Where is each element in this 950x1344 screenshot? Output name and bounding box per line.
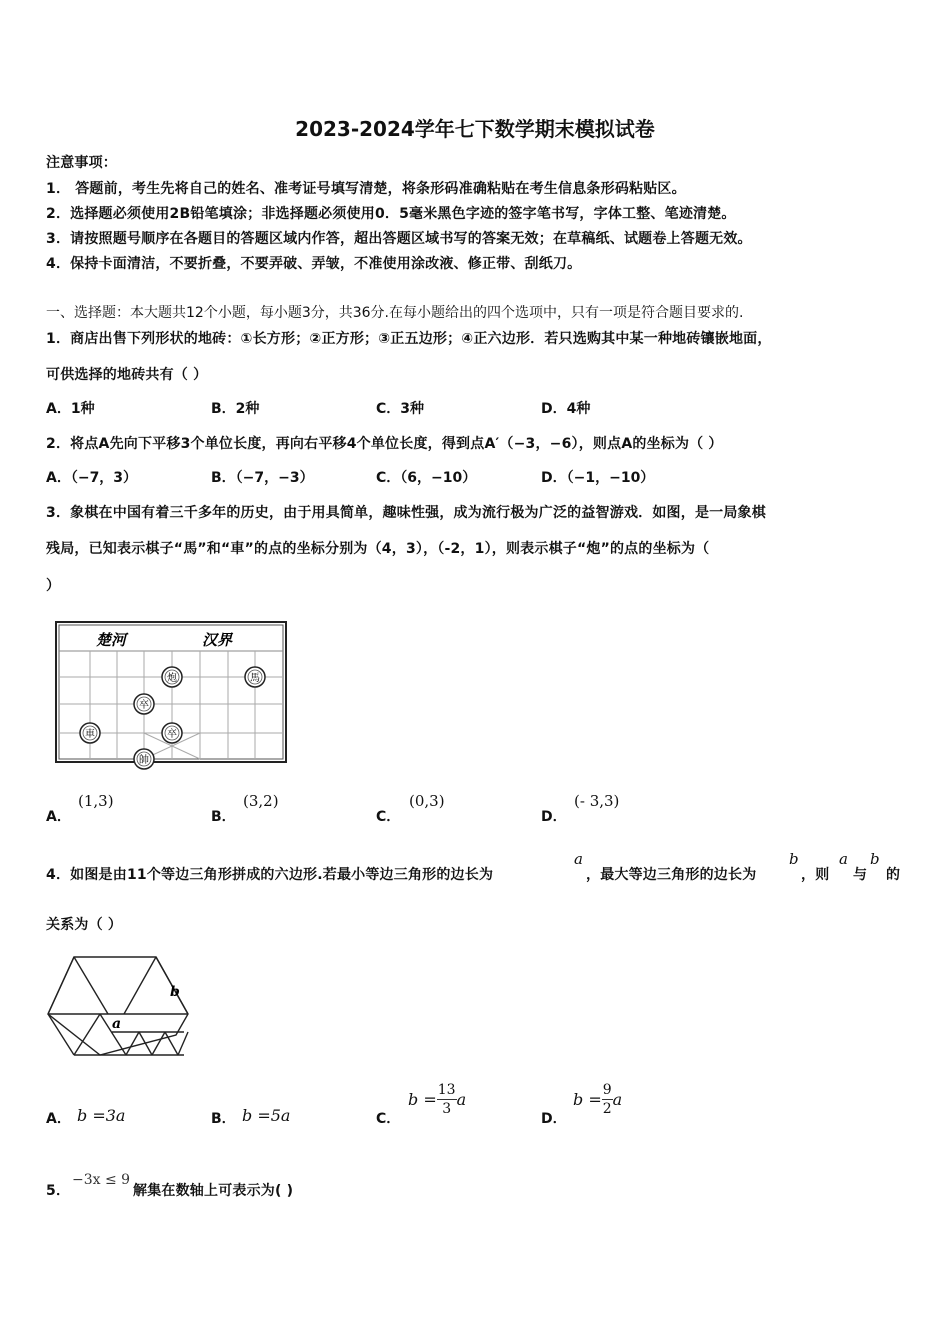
question-4-text: ，最大等边三角形的边长为 [586,867,757,883]
option-b: B．2种 [211,401,260,417]
option-a-value: b =3a [77,1106,126,1125]
question-1-text: 可供选择的地砖共有（ ） [46,367,208,383]
figure-label-b: b [170,984,180,1000]
question-3-text: 3．象棋在中国有着三千多年的历史，由于用具简单，趣味性强，成为流行极为广泛的益智游戏．如图，是一局象棋 [46,505,766,521]
notice-item: 1． 答题前，考生先将自己的姓名、准考证号填写清楚，将条形码准确粘贴在考生信息条形码粘贴区。 [46,181,686,197]
option-b-value: (3,2) [243,792,279,810]
option-c: C．（6，−10） [376,470,477,486]
svg-text:帥: 帥 [139,755,149,766]
page-title: 2023-2024学年七下数学期末模拟试卷 [295,117,655,141]
svg-text:炮: 炮 [167,673,177,684]
chess-piece-zu [134,694,154,714]
notice-item: 3．请按照题号顺序在各题目的答题区域内作答，超出答题区域书写的答案无效；在草稿纸、试题卷上答题无效。 [46,231,752,247]
notice-item: 2．选择题必须使用2B铅笔填涂；非选择题必须使用0．5毫米黑色字迹的签字笔书写，字体工整、笔迹清楚。 [46,206,736,222]
chess-board-figure [50,618,296,774]
option-d: D． [541,809,567,825]
svg-text:馬: 馬 [250,673,260,684]
option-c-value: (0,3) [409,792,445,810]
chess-piece-ma [245,667,265,687]
option-d: D． [541,1111,567,1127]
variable-a: a [839,850,848,868]
option-d-value: (- 3,3) [574,792,620,810]
svg-text:車: 車 [85,729,95,740]
question-4-text: 与 [853,867,868,883]
option-a: A． [46,809,71,825]
chess-piece-shuai [134,749,154,769]
option-a: A．1种 [46,401,95,417]
question-5-inequality: −3x ≤ 9 [72,1172,131,1188]
variable-b: b [870,850,880,868]
figure-label-a: a [112,1016,122,1032]
question-4-text: 4．如图是由11个等边三角形拼成的六边形.若最小等边三角形的边长为 [46,867,494,883]
river-label-left: 楚河 [96,631,127,649]
option-c: C． [376,1111,401,1127]
option-d: D．（−1，−10） [541,470,655,486]
question-4-text: 关系为（ ） [46,917,123,933]
question-5-number: 5． [46,1183,71,1199]
option-b: B． [211,1111,236,1127]
notice-item: 4．保持卡面清洁，不要折叠，不要弄破、弄皱，不准使用涂改液、修正带、刮纸刀。 [46,256,582,272]
variable-a: a [574,850,583,868]
option-d: D．4种 [541,401,591,417]
hexagon-triangles-figure [44,952,194,1060]
option-a: A．（−7，3） [46,470,138,486]
section-heading: 一、选择题：本大题共12个小题，每小题3分，共36分.在每小题给出的四个选项中，只有一项是符合题目要求的. [46,305,744,321]
chess-piece-pao [162,667,182,687]
option-c-value: b = $\frac{13}{3}$ a [408,1082,467,1117]
question-4-text: 的 [886,867,901,883]
svg-text:卒: 卒 [139,700,149,711]
chess-piece-ju [80,723,100,743]
notice-heading: 注意事项： [46,155,117,171]
question-2-text: 2．将点A先向下平移3个单位长度，再向右平移4个单位长度，得到点A′（−3，−6），则点A的坐标为（ ） [46,436,723,452]
question-5-text: 解集在数轴上可表示为( ) [133,1183,294,1199]
question-3-text: ） [46,578,61,594]
option-c: C．3种 [376,401,425,417]
question-4-text: ，则 [801,867,830,883]
option-c: C． [376,809,401,825]
option-b: B．（−7，−3） [211,470,314,486]
variable-b: b [789,850,799,868]
question-3-text: 残局，已知表示棋子“馬”和“車”的点的坐标分别为（4，3），（-2，1），则表示棋子“炮”的点的坐标为（ [46,541,710,557]
option-d-value: b = $\frac{9}{2}$ a [573,1082,623,1117]
option-a: A． [46,1111,71,1127]
question-1-text: 1．商店出售下列形状的地砖：①长方形；②正方形；③正五边形；④正六边形．若只选购其中某一种地砖镶嵌地面， [46,331,772,347]
option-a-value: (1,3) [78,792,114,810]
chess-piece-zu [162,723,182,743]
river-label-right: 汉界 [202,631,233,649]
option-b: B． [211,809,236,825]
svg-text:卒: 卒 [167,729,177,740]
option-b-value: b =5a [242,1106,291,1125]
